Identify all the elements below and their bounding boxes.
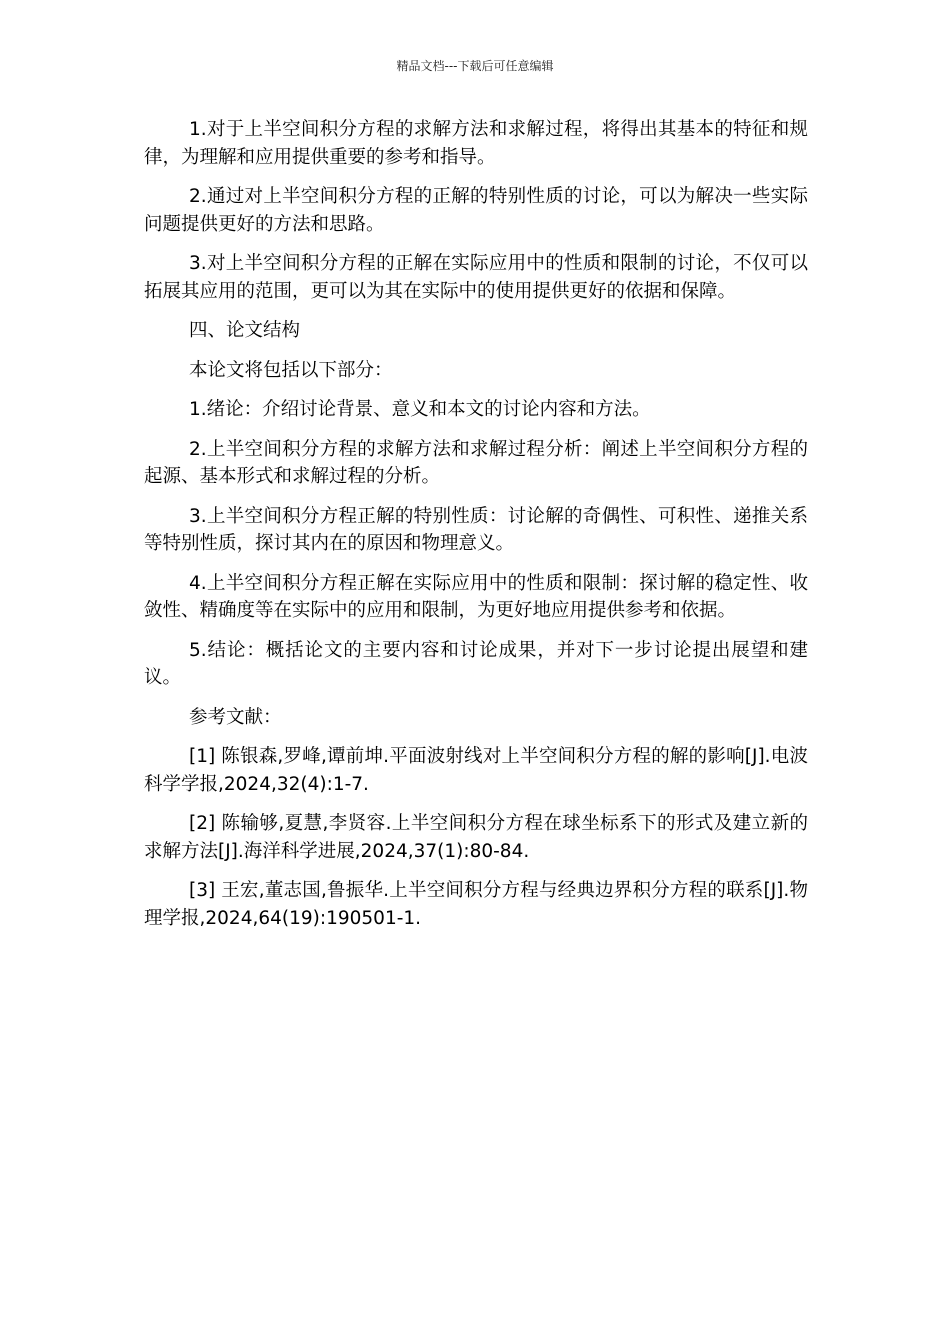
reference-item-2: [2] 陈输够,夏慧,李贤容.上半空间积分方程在球坐标系下的形式及建立新的求解方法[J].海洋科学进展,2024,37(1):80-84. [144, 813, 808, 862]
references-heading: 参考文献： [189, 706, 282, 728]
structure-item-5: 5.结论：概括论文的主要内容和讨论成果，并对下一步讨论提出展望和建议。 [144, 639, 808, 688]
page-header: 精品文档---下载后可任意编辑 [396, 59, 554, 73]
paragraph-structure-intro: 本论文将包括以下部分： [189, 359, 393, 381]
section-heading-structure: 四、论文结构 [189, 320, 301, 341]
reference-item-3: [3] 王宏,董志国,鲁振华.上半空间积分方程与经典边界积分方程的联系[J].物理学报,2024,64(19):190501-1. [144, 880, 808, 929]
structure-item-2: 2.上半空间积分方程的求解方法和求解过程分析：阐述上半空间积分方程的起源、基本形式和求解过程的分析。 [144, 438, 808, 487]
structure-item-1: 1.绪论：介绍讨论背景、意义和本文的讨论内容和方法。 [189, 399, 651, 420]
paragraph-significance-1: 1.对于上半空间积分方程的求解方法和求解过程，将得出其基本的特征和规律，为理解和应用提供重要的参考和指导。 [144, 119, 808, 168]
paragraph-significance-2: 2.通过对上半空间积分方程的正解的特别性质的讨论，可以为解决一些实际问题提供更好的方法和思路。 [144, 186, 808, 235]
document-body [144, 116, 808, 944]
structure-item-3: 3.上半空间积分方程正解的特别性质：讨论解的奇偶性、可积性、递推关系等特别性质，探讨其内在的原因和物理意义。 [144, 505, 808, 554]
paragraph-significance-3: 3.对上半空间积分方程的正解在实际应用中的性质和限制的讨论，不仅可以拓展其应用的范围，更可以为其在实际中的使用提供更好的依据和保障。 [144, 253, 808, 302]
reference-item-1: [1] 陈银森,罗峰,谭前坤.平面波射线对上半空间积分方程的解的影响[J].电波科学学报,2024,32(4):1-7. [144, 746, 808, 795]
structure-item-4: 4.上半空间积分方程正解在实际应用中的性质和限制：探讨解的稳定性、收敛性、精确度等在实际中的应用和限制，为更好地应用提供参考和依据。 [144, 572, 808, 621]
